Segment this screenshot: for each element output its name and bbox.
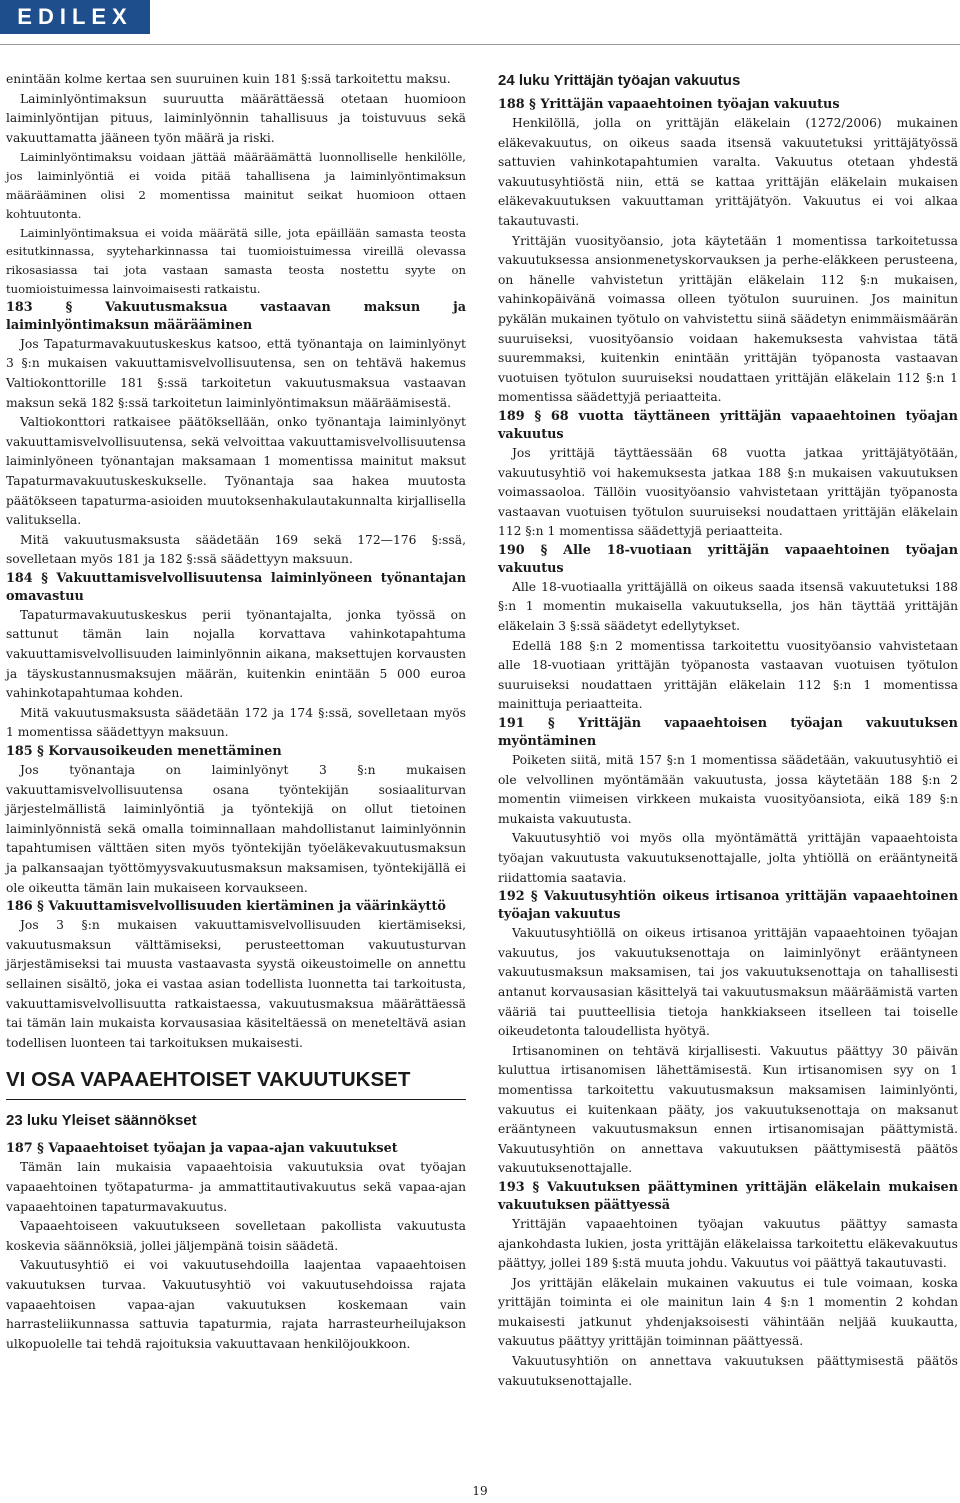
section-193-title: 193 § Vakuutuksen päättyminen yrittäjän eläkelain mukaisen vakuutuksen päättyessä (498, 1179, 958, 1213)
edilex-logo: EDILEX (0, 0, 150, 34)
paragraph: Mitä vakuutusmaksusta säädetään 169 sekä 172—176 §:ssä, sovelletaan myös 181 ja 182 §:ssä säädettyyn maksuun. (6, 532, 466, 567)
paragraph: enintään kolme kertaa sen suuruinen kuin 181 §:ssä tarkoitettu maksu. (6, 72, 451, 86)
section-191-title: 191 § Yrittäjän vapaaehtoisen työajan vakuutuksen myöntäminen (498, 716, 958, 750)
paragraph: Yrittäjän vapaaehtoinen työajan vakuutus päättyy samasta ajankohdasta lukien, josta yrittäjän eläkelaissa tarkoitettu eläkevakuutus päättyy, jollei 189 §:stä muuta johdu. Vakuutus voi päättyä takautuvasti. (498, 1216, 958, 1271)
paragraph: Jos yrittäjän eläkelain mukainen vakuutus ei tule voimaan, koska yrittäjän toiminta ei ole mainitun lain 4 §:n 1 momentin 2 kohdan mukaisesti jatkunut yhdenjaksoisesti vähintään neljää kuukautta, vakuutus päättyy yrittäjän toiminnan päättyessä. (498, 1275, 958, 1349)
paragraph: Vakuutusyhtiö voi myös olla myöntämättä yrittäjän vapaaehtoista työajan vakuutusta vakuutuksenottajalle, jolta yhtiöllä on erääntyneitä riidattomia saatavia. (498, 831, 958, 885)
paragraph: Vakuutusyhtiön on annettava vakuutuksen päättymisestä päätös vakuutuksenottajalle. (498, 1354, 958, 1388)
paragraph: Laiminlyöntimaksua ei voida määrätä sille, jota epäillään samasta teosta esitutkinnassa, syyteharkinnassa tai tuomioistuimessa vireillä olevassa rikosasiassa tai jota vastaan samasta teosta nostettu syyte on tuomioistuimessa lainvoimaisesti ratkaistu. (6, 225, 466, 296)
left-column (6, 70, 466, 1354)
paragraph: Tapaturmavakuutuskeskus perii työnantajalta, jonka työssä on sattunut tämän lain nojalla korvattava vahinkotapahtuma vakuuttamisvelvollisuuden laiminlyönnin aikana, maksettujen korvausten ja täyskustannusmaksujen määrän, kuitenkin enintään 5 000 euroa vahinkotapahtumaa kohden. (6, 607, 466, 701)
paragraph: Jos 3 §:n mukaisen vakuuttamisvelvollisuuden kiertämiseksi, vakuutusmaksun välttämiseksi, perusteettoman vakuutusturvan järjestämiseksi tai muusta vastaavasta syystä oikeustoimelle on annettu sellainen sisältö, joka ei vastaa asian todellista luonnetta tai tarkoitusta, vakuuttamisvelvollisuutta ratkaistaessa, vakuutusmaksua määrättäessä tai tämän lain mukaista korvausasiaa käsiteltäessä on meneteltävä asian todellisen luonteen tai tarkoituksen mukaisesti. (6, 918, 466, 1050)
chapter-23-title: 23 luku Yleiset säännökset (6, 1112, 197, 1130)
section-192-title: 192 § Vakuutusyhtiön oikeus irtisanoa yrittäjän vapaaehtoinen työajan vakuutus (498, 889, 958, 923)
paragraph: Vapaaehtoiseen vakuutukseen sovelletaan pakollista vakuutusta koskevia säännöksiä, jollei jäljempänä toisin säädetä. (6, 1219, 466, 1253)
paragraph: Valtiokonttori ratkaisee päätöksellään, onko työnantaja laiminlyönyt vakuuttamisvelvollisuutensa, sekä velvoittaa vakuuttamisvelvollisuutensa laiminlyöneen työnantajan maksamaan 1 momentissa mainitut maksut Tapaturmavakuutuskeskukselle. Työnantaja saa hakea muutosta päätökseen tapaturma-asioiden muutoksenhakulautakunnalta kirjallisella valituksella. (6, 415, 466, 528)
paragraph: Yrittäjän vuosityöansio, jota käytetään 1 momentissa tarkoitetussa vakuutuksessa ansionmenetyskorvauksen ja perhe-eläkkeen perusteena, on hänelle vahvistetun yrittäjän eläkelain 112 §:n mukaisen, vahinkopäivänä voimassa olleen työtulon suuruinen. Jos mainitun pykälän mukainen työtulo on vahvistettu siinä säädetyn enimmäismäärän suuruiseksi, vuosityöansio voidaan hakemuksesta vahvistaa tätä suuremmaksi, kuitenkin enintään yrittäjän työpanosta vastaavan vuotuisen työtulon suuruiseksi noudattaen yrittäjän eläkelain 112 §:n 1 momentissa säädettyjä periaatteita. (498, 233, 958, 405)
section-183-title: 183 § Vakuutusmaksua vastaavan maksun ja laiminlyöntimaksun määrääminen (6, 299, 466, 333)
paragraph: Poiketen siitä, mitä 157 §:n 1 momentissa säädetään, vakuutusyhtiö ei ole velvollinen myöntämään vakuutusta, jossa käytetään 188 §:n 2 momentin viimeisen virkkeen mukaista vuosityöansiota, eikä 189 §:n mukaista vakuutusta. (498, 753, 958, 826)
header-divider (0, 44, 960, 45)
section-190-title: 190 § Alle 18-vuotiaan yrittäjän vapaaehtoinen työajan vakuutus (498, 542, 958, 576)
paragraph: Vakuutusyhtiö ei voi vakuutusehdoilla laajentaa vapaaehtoisen vakuutuksen turvaa. Vakuutusyhtiö voi vakuutusehdoissa rajata vapaaehtoisen vapaa-ajan vakuutuksen koskemaan vain harrasteliikunnassa sattuvia tapaturmia, rajata harrasteurheilujakson ulkopuolelle tai tehdä rajoituksia vakuuttavaan henkilöjoukkoon. (6, 1258, 466, 1351)
paragraph: Jos työnantaja on laiminlyönyt 3 §:n mukaisen vakuuttamisvelvollisuutensa osana työntekijän sosiaaliturvan järjestelmällistä laiminlyöntiä ja työntekijä on ollut tietoinen laiminlyönnistä sekä omalla toiminnallaan mahdollistanut laiminlyönnin tapahtumisen välttäen siten myös työntekijän työeläkevakuutusmaksun ja palkansaajan työttömyysvakuutusmaksun maksamisen, työntekijällä ei ole oikeutta tämän lain mukaiseen korvaukseen. (6, 763, 466, 895)
right-column (498, 70, 958, 1391)
section-189-title: 189 § 68 vuotta täyttäneen yrittäjän vapaaehtoinen työajan vakuutus (498, 408, 958, 442)
section-184-title: 184 § Vakuuttamisvelvollisuutensa laiminlyöneen työnantajan omavastuu (6, 570, 466, 604)
paragraph: Laiminlyöntimaksun suuruutta määrättäessä otetaan huomioon laiminlyöntijan pituus, laiminlyönnin tahallisuus ja toistuvuus sekä vakuuttamatta jääneen työn määrä ja riski. (6, 91, 466, 145)
paragraph: Edellä 188 §:n 2 momentissa tarkoitettu vuosityöansio vahvistetaan alle 18-vuotiaan yrittäjän työpanosta vastaavan vuotuisen työtulon suuruiseksi noudattaen yrittäjän eläkelain 112 §:n 1 momentissa mainittuja periaatteita. (498, 638, 958, 712)
part-title: VI OSA VAPAAEHTOISET VAKUUTUKSET (6, 1067, 466, 1100)
paragraph: Laiminlyöntimaksu voidaan jättää määräämättä luonnolliselle henkilölle, jos laiminlyöntiä ei voida pitää tahallisena ja laiminlyöntimaksun määrääminen olisi 2 momentissa mainitut seikat huomioon ottaen kohtuutonta. (6, 150, 466, 221)
paragraph: Jos Tapaturmavakuutuskeskus katsoo, että työnantaja on laiminlyönyt 3 §:n mukaisen vakuuttamisvelvollisuutensa, sen on tehtävä hakemus Valtiokonttorille 181 §:ssä tarkoitetun vakuutusmaksua vastaavan maksun sekä 182 §:ssä tarkoitetun laiminlyöntimaksun määräämisestä. (6, 336, 466, 410)
chapter-24-title: 24 luku Yrittäjän työajan vakuutus (498, 72, 741, 89)
paragraph: Tämän lain mukaisia vapaaehtoisia vakuutuksia ovat työajan vapaaehtoinen työtapaturma- ja ammattitautivakuutus sekä vapaa-ajan vapaaehtoinen tapaturmavakuutus. (6, 1160, 466, 1214)
section-186-title: 186 § Vakuuttamisvelvollisuuden kiertäminen ja väärinkäyttö (6, 899, 446, 915)
section-185-title: 185 § Korvausoikeuden menettäminen (6, 744, 282, 760)
paragraph: Mitä vakuutusmaksusta säädetään 172 ja 174 §:ssä, sovelletaan myös 1 momentissa säädettyyn maksuun. (6, 705, 466, 740)
section-188-title: 188 § Yrittäjän vapaaehtoinen työajan vakuutus (498, 97, 840, 112)
paragraph: Irtisanominen on tehtävä kirjallisesti. Vakuutus päättyy 30 päivän kuluttua irtisanomisen lähettämisestä. Kun irtisanomisen syy on 1 momentissa tarkoitettu vakuutusmaksun maksamisen laiminlyönti, vakuutus ei kuitenkaan pääty, jos vakuutuksenottaja on maksanut erääntyneen vakuutusmaksun ennen irtisanomisajan päättymistä. Vakuutusyhtiön on annettava vakuutuksen päättymisestä päätös vakuutuksenottajalle. (498, 1043, 958, 1176)
paragraph: Vakuutusyhtiöllä on oikeus irtisanoa yrittäjän vapaaehtoinen työajan vakuutus, jos vakuutuksenottaja on laiminlyönyt erääntyneen vakuutusmaksun maksamisen, tai jos vakuutuksenottaja on tahallisesti antanut korvausasian käsittelyä tai vakuutusmaksun määräämistä varten vääriä tai puutteellisia tietoja hankkiakseen itselleen tai toiselle oikeudetonta taloudellista hyötyä. (498, 926, 958, 1039)
paragraph: Alle 18-vuotiaalla yrittäjällä on oikeus saada itsensä vakuutetuksi 188 §:n 1 momentin mukaisella vakuutuksella, jos hän täyttää yrittäjän eläkelain 3 §:ssä säädetyt edellytykset. (498, 579, 958, 634)
page-number: 19 (472, 1484, 488, 1498)
paragraph: Henkilöllä, jolla on yrittäjän eläkelain (1272/2006) mukainen eläkevakuutus, on oikeus saada itsensä vakuutetuksi yrittäjätyössä sattuvien vahinkotapahtumien varalta. Vakuutus otetaan yhdestä vakuutusyhtiöstä niin, että se kattaa yrittäjän eläkelain mukaisen eläkevakuutuksen vakuuttaman yrittäjätyön. Vakuutus ei voi alkaa takautuvasti. (498, 116, 958, 228)
paragraph: Jos yrittäjä täyttäessään 68 vuotta jatkaa yrittäjätyötään, vakuutusyhtiö voi hakemuksesta jatkaa 188 §:n mukaisen vakuutuksen voimassaoloa. Tällöin vuosityöansio vahvistetaan yrittäjän työpanosta vastaavan vuotuisen työtulon suuruiseksi noudattaen yrittäjän eläkelain 112 §:n 1 momentissa säädettyjä periaatteita. (498, 445, 958, 539)
section-187-title: 187 § Vapaaehtoiset työajan ja vapaa-ajan vakuutukset (6, 1141, 398, 1157)
